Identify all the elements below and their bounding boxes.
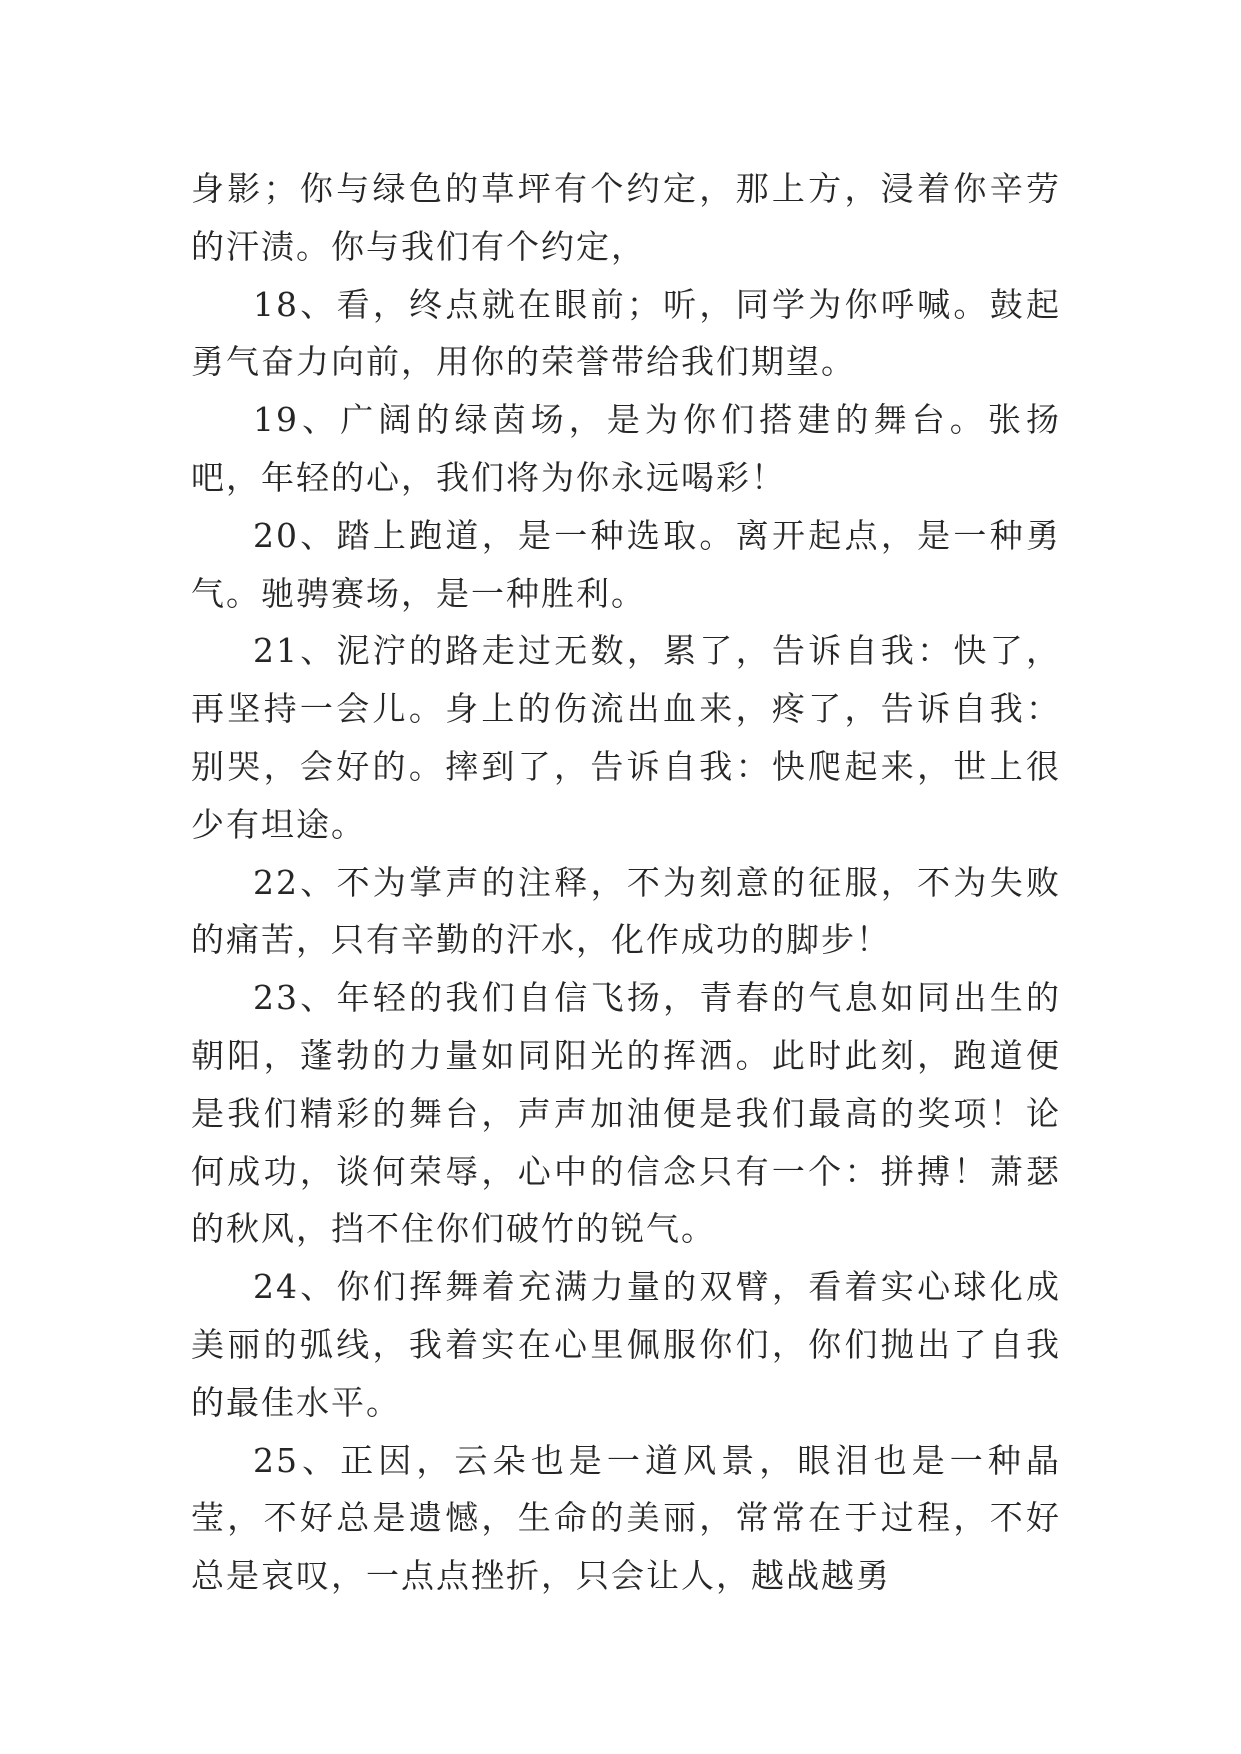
paragraph-21: 21、泥泞的路走过无数，累了，告诉自我：快了，再坚持一会儿。身上的伤流出血来，疼了，告诉自我：别哭，会好的。摔到了，告诉自我：快爬起来，世上很少有坦途。 — [191, 631, 1061, 844]
paragraph-19: 19、广阔的绿茵场，是为你们搭建的舞台。张扬吧，年轻的心，我们将为你永远喝彩！ — [191, 400, 1061, 497]
paragraph-24: 24、你们挥舞着充满力量的双臂，看着实心球化成美丽的弧线，我着实在心里佩服你们，你们抛出了自我的最佳水平。 — [191, 1267, 1061, 1422]
paragraph-18: 18、看，终点就在眼前；听，同学为你呼喊。鼓起勇气奋力向前，用你的荣誉带给我们期望。 — [191, 284, 1061, 382]
paragraph-25: 25、正因，云朵也是一道风景，眼泪也是一种晶莹，不好总是遗憾，生命的美丽，常常在于过程，不好总是哀叹，一点点挫折，只会让人，越战越勇 — [191, 1440, 1061, 1596]
paragraph-23: 23、年轻的我们自信飞扬，青春的气息如同出生的朝阳，蓬勃的力量如同阳光的挥洒。此时此刻，跑道便是我们精彩的舞台，声声加油便是我们最高的奖项！论何成功，谈何荣辱，心中的信念只有一个：拼搏！萧瑟的秋风，挡不住你们破竹的锐气。 — [191, 978, 1061, 1249]
body-text — [191, 160, 1061, 1605]
paragraph-20: 20、踏上跑道，是一种选取。离开起点，是一种勇气。驰骋赛场，是一种胜利。 — [191, 515, 1061, 613]
paragraph-22: 22、不为掌声的注释，不为刻意的征服，不为失败的痛苦，只有辛勤的汗水，化作成功的脚步！ — [191, 862, 1061, 960]
paragraph-continuation: 身影；你与绿色的草坪有个约定，那上方，浸着你辛劳的汗渍。你与我们有个约定， — [191, 169, 1061, 266]
